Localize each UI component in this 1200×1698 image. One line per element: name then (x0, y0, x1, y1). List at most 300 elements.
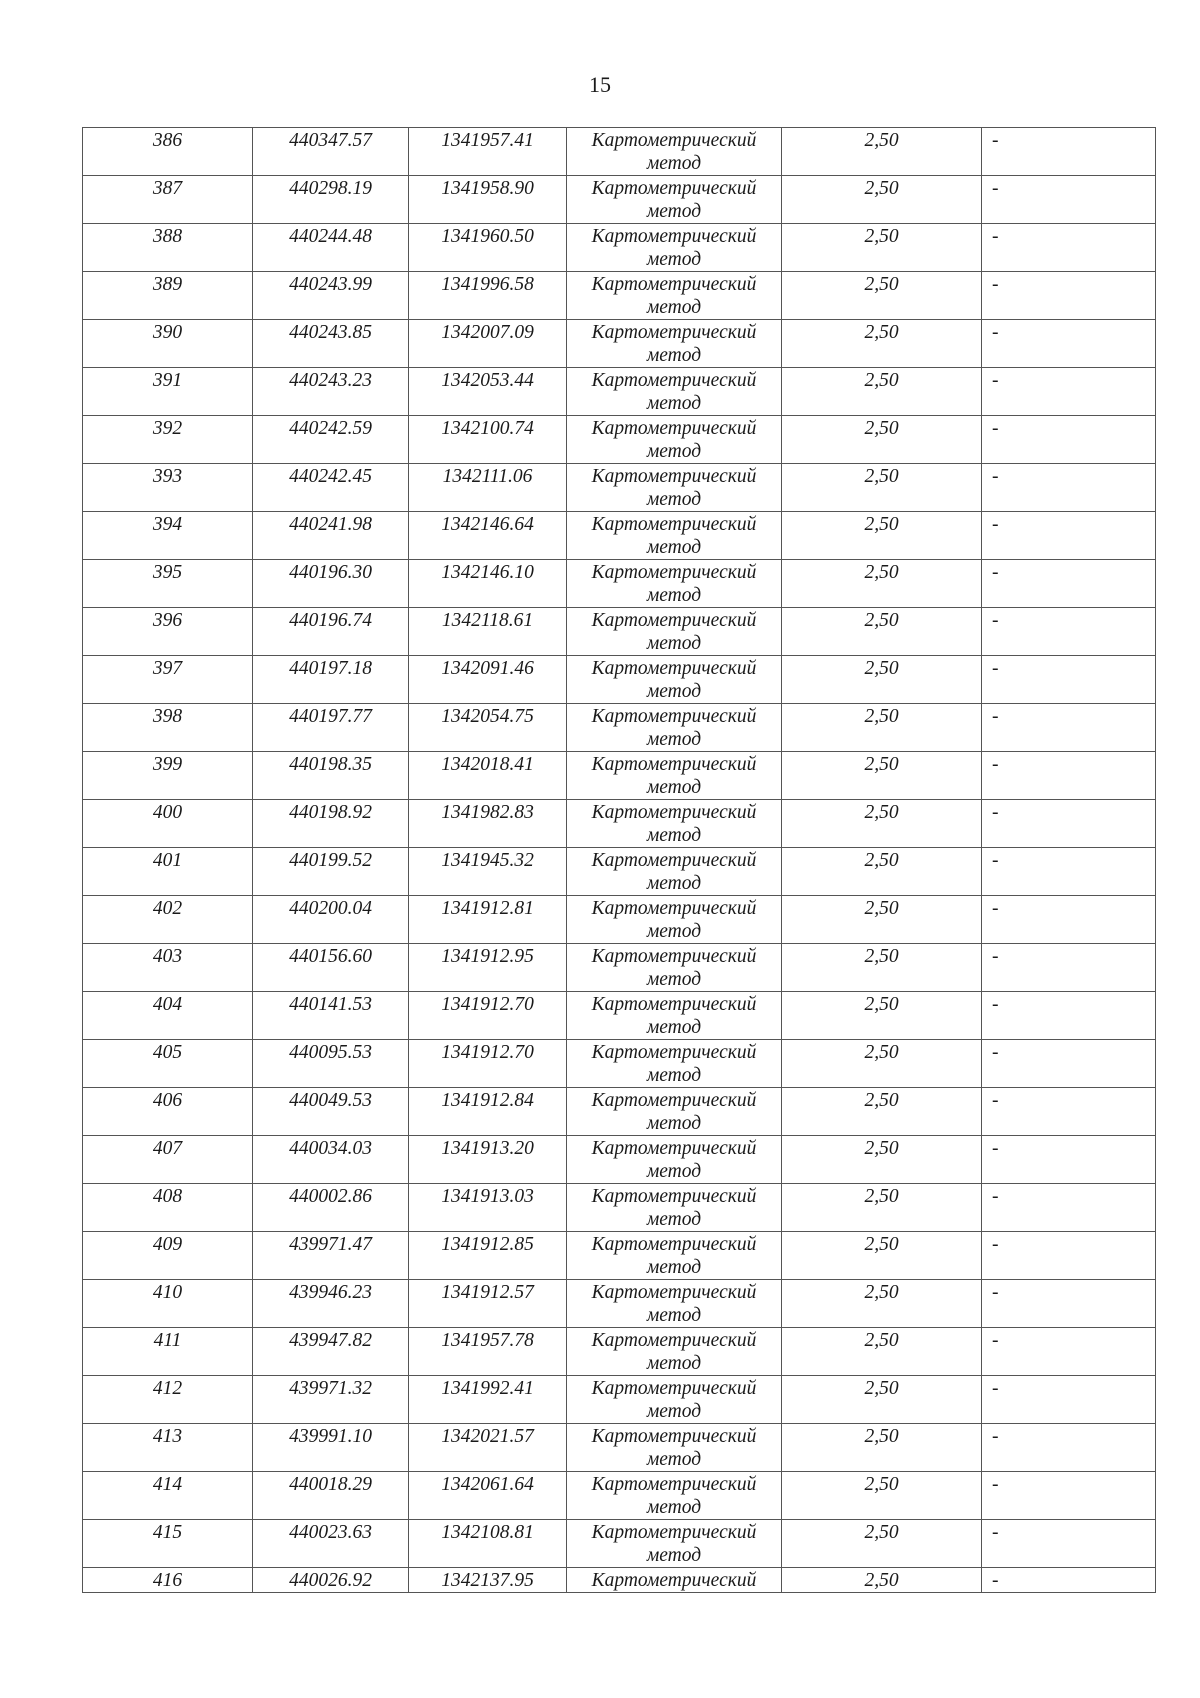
point-number-cell (83, 1472, 253, 1520)
point-number: 412 (152, 1378, 183, 1399)
y-coordinate: 1342146.64 (441, 514, 534, 535)
method-text (567, 176, 781, 223)
accuracy-cell (782, 368, 982, 416)
method-cell (567, 1280, 782, 1328)
method-line-2: метод (646, 729, 702, 750)
y-coordinate-cell (409, 1376, 567, 1424)
point-number-cell (83, 896, 253, 944)
point-number-cell (83, 560, 253, 608)
method-line-2: метод (646, 585, 702, 606)
y-coordinate-cell (409, 272, 567, 320)
method-line-1: Картометрический (591, 1042, 757, 1063)
y-coordinate-cell (409, 1040, 567, 1088)
point-number: 394 (152, 514, 183, 535)
y-coordinate-cell (409, 320, 567, 368)
x-coordinate-cell (253, 704, 409, 752)
note-cell (982, 128, 1156, 176)
y-coordinate: 1341913.20 (441, 1138, 534, 1159)
accuracy-value: 2,50 (864, 1186, 899, 1207)
point-number-cell (83, 224, 253, 272)
y-coordinate-cell (409, 464, 567, 512)
note-cell (982, 752, 1156, 800)
point-number-cell (83, 1376, 253, 1424)
point-number: 392 (152, 418, 183, 439)
note-cell (982, 272, 1156, 320)
x-coordinate: 440034.03 (289, 1138, 372, 1159)
method-cell (567, 1040, 782, 1088)
accuracy-cell (782, 1040, 982, 1088)
y-coordinate: 1341912.85 (441, 1234, 534, 1255)
coordinates-table (82, 127, 1156, 1593)
method-text (567, 1136, 781, 1183)
y-coordinate-cell (409, 848, 567, 896)
y-coordinate: 1341992.41 (441, 1378, 534, 1399)
accuracy-cell (782, 944, 982, 992)
y-coordinate: 1341912.84 (441, 1090, 534, 1111)
method-cell (567, 1376, 782, 1424)
y-coordinate-cell (409, 992, 567, 1040)
method-line-1: Картометрический (591, 1570, 757, 1591)
method-cell (567, 800, 782, 848)
method-cell (567, 1184, 782, 1232)
x-coordinate: 440196.74 (289, 610, 372, 631)
y-coordinate-cell (409, 1184, 567, 1232)
method-text (567, 704, 781, 751)
method-line-2: метод (646, 1545, 702, 1566)
y-coordinate: 1341957.78 (441, 1330, 534, 1351)
note-value: - (992, 1378, 999, 1399)
y-coordinate: 1342118.61 (441, 610, 534, 631)
point-number: 391 (152, 370, 183, 391)
note-value: - (992, 226, 999, 247)
note-cell (982, 1280, 1156, 1328)
point-number-cell (83, 944, 253, 992)
method-line-2: метод (646, 201, 702, 222)
point-number-cell (83, 464, 253, 512)
accuracy-value: 2,50 (864, 1090, 899, 1111)
point-number-cell (83, 1136, 253, 1184)
accuracy-cell (782, 1280, 982, 1328)
accuracy-cell (782, 1136, 982, 1184)
y-coordinate: 1341958.90 (441, 178, 534, 199)
note-cell (982, 1088, 1156, 1136)
method-cell (567, 512, 782, 560)
table-row (83, 656, 1156, 704)
note-cell (982, 848, 1156, 896)
method-line-2: метод (646, 297, 702, 318)
method-cell (567, 1088, 782, 1136)
method-line-2: метод (646, 489, 702, 510)
method-text (567, 464, 781, 511)
accuracy-value: 2,50 (864, 754, 899, 775)
y-coordinate: 1341913.03 (441, 1186, 534, 1207)
table-row (83, 704, 1156, 752)
method-line-1: Картометрический (591, 1474, 757, 1495)
note-value: - (992, 1570, 999, 1591)
method-cell (567, 1424, 782, 1472)
y-coordinate-cell (409, 416, 567, 464)
note-value: - (992, 322, 999, 343)
x-coordinate-cell (253, 1472, 409, 1520)
y-coordinate: 1341982.83 (441, 802, 534, 823)
x-coordinate-cell (253, 272, 409, 320)
note-cell (982, 176, 1156, 224)
table-row (83, 224, 1156, 272)
method-line-2: метод (646, 633, 702, 654)
note-cell (982, 560, 1156, 608)
table-row (83, 1136, 1156, 1184)
accuracy-cell (782, 1568, 982, 1593)
method-line-1: Картометрический (591, 178, 757, 199)
note-cell (982, 656, 1156, 704)
accuracy-value: 2,50 (864, 1234, 899, 1255)
point-number: 416 (152, 1570, 183, 1591)
accuracy-value: 2,50 (864, 226, 899, 247)
x-coordinate-cell (253, 752, 409, 800)
note-cell (982, 1040, 1156, 1088)
y-coordinate-cell (409, 656, 567, 704)
note-cell (982, 416, 1156, 464)
method-line-1: Картометрический (591, 994, 757, 1015)
x-coordinate: 440196.30 (289, 562, 372, 583)
point-number: 414 (152, 1474, 183, 1495)
method-cell (567, 944, 782, 992)
method-line-1: Картометрический (591, 1186, 757, 1207)
x-coordinate-cell (253, 1376, 409, 1424)
point-number: 413 (152, 1426, 183, 1447)
note-cell (982, 1568, 1156, 1593)
x-coordinate: 440197.18 (289, 658, 372, 679)
accuracy-value: 2,50 (864, 898, 899, 919)
y-coordinate: 1342018.41 (441, 754, 534, 775)
accuracy-value: 2,50 (864, 946, 899, 967)
method-line-2: метод (646, 1449, 702, 1470)
method-line-1: Картометрический (591, 1090, 757, 1111)
method-line-1: Картометрический (591, 562, 757, 583)
y-coordinate: 1342108.81 (441, 1522, 534, 1543)
y-coordinate-cell (409, 752, 567, 800)
method-line-2: метод (646, 969, 702, 990)
note-value: - (992, 1090, 999, 1111)
method-line-1: Картометрический (591, 1234, 757, 1255)
table-row (83, 1520, 1156, 1568)
y-coordinate-cell (409, 368, 567, 416)
table-row (83, 272, 1156, 320)
table-row (83, 1280, 1156, 1328)
y-coordinate: 1342111.06 (442, 466, 533, 487)
method-cell (567, 224, 782, 272)
accuracy-cell (782, 608, 982, 656)
note-value: - (992, 1330, 999, 1351)
note-value: - (992, 178, 999, 199)
y-coordinate-cell (409, 1136, 567, 1184)
method-cell (567, 1472, 782, 1520)
note-cell (982, 1520, 1156, 1568)
x-coordinate: 440243.23 (289, 370, 372, 391)
accuracy-cell (782, 992, 982, 1040)
point-number-cell (83, 1328, 253, 1376)
table-row (83, 1568, 1156, 1593)
method-cell (567, 848, 782, 896)
table-row (83, 176, 1156, 224)
method-line-2: метод (646, 1305, 702, 1326)
method-line-1: Картометрический (591, 850, 757, 871)
point-number: 402 (152, 898, 183, 919)
method-cell (567, 1232, 782, 1280)
method-text (567, 1280, 781, 1327)
note-value: - (992, 1042, 999, 1063)
x-coordinate-cell (253, 1136, 409, 1184)
x-coordinate-cell (253, 1040, 409, 1088)
method-cell (567, 896, 782, 944)
method-line-2: метод (646, 681, 702, 702)
note-value: - (992, 1282, 999, 1303)
x-coordinate: 440026.92 (289, 1570, 372, 1591)
y-coordinate: 1342021.57 (441, 1426, 534, 1447)
method-line-1: Картометрический (591, 1138, 757, 1159)
point-number-cell (83, 800, 253, 848)
method-line-1: Картометрический (591, 1522, 757, 1543)
method-line-2: метод (646, 1401, 702, 1422)
point-number: 389 (152, 274, 183, 295)
x-coordinate: 440002.86 (289, 1186, 372, 1207)
method-line-1: Картометрический (591, 706, 757, 727)
y-coordinate-cell (409, 1424, 567, 1472)
accuracy-cell (782, 800, 982, 848)
note-cell (982, 1424, 1156, 1472)
point-number-cell (83, 1280, 253, 1328)
note-value: - (992, 802, 999, 823)
x-coordinate-cell (253, 1184, 409, 1232)
x-coordinate-cell (253, 176, 409, 224)
method-line-2: метод (646, 393, 702, 414)
y-coordinate: 1341945.32 (441, 850, 534, 871)
method-text (567, 1520, 781, 1567)
accuracy-value: 2,50 (864, 322, 899, 343)
accuracy-cell (782, 560, 982, 608)
y-coordinate: 1341912.70 (441, 994, 534, 1015)
table-row (83, 1472, 1156, 1520)
point-number-cell (83, 1088, 253, 1136)
method-line-2: метод (646, 1113, 702, 1134)
method-line-1: Картометрический (591, 370, 757, 391)
note-value: - (992, 466, 999, 487)
point-number-cell (83, 1184, 253, 1232)
accuracy-cell (782, 1088, 982, 1136)
method-line-1: Картометрический (591, 658, 757, 679)
method-text (567, 1184, 781, 1231)
table-row (83, 1184, 1156, 1232)
accuracy-value: 2,50 (864, 658, 899, 679)
point-number-cell (83, 1568, 253, 1593)
accuracy-value: 2,50 (864, 130, 899, 151)
x-coordinate: 440023.63 (289, 1522, 372, 1543)
point-number: 404 (152, 994, 183, 1015)
point-number: 407 (152, 1138, 183, 1159)
x-coordinate-cell (253, 368, 409, 416)
method-cell (567, 1328, 782, 1376)
point-number-cell (83, 176, 253, 224)
method-text (567, 944, 781, 991)
method-line-1: Картометрический (591, 1282, 757, 1303)
method-cell (567, 416, 782, 464)
note-value: - (992, 562, 999, 583)
table-row (83, 1232, 1156, 1280)
accuracy-value: 2,50 (864, 274, 899, 295)
point-number-cell (83, 704, 253, 752)
note-value: - (992, 1474, 999, 1495)
y-coordinate-cell (409, 704, 567, 752)
method-line-2: метод (646, 249, 702, 270)
note-cell (982, 368, 1156, 416)
table-row (83, 512, 1156, 560)
accuracy-cell (782, 272, 982, 320)
x-coordinate: 440197.77 (289, 706, 372, 727)
method-text (567, 416, 781, 463)
accuracy-cell (782, 224, 982, 272)
method-line-1: Картометрический (591, 322, 757, 343)
x-coordinate: 440347.57 (289, 130, 372, 151)
method-cell (567, 1568, 782, 1593)
x-coordinate: 440018.29 (289, 1474, 372, 1495)
y-coordinate-cell (409, 176, 567, 224)
note-value: - (992, 418, 999, 439)
accuracy-cell (782, 1376, 982, 1424)
accuracy-value: 2,50 (864, 802, 899, 823)
y-coordinate: 1341912.57 (441, 1282, 534, 1303)
y-coordinate: 1341912.70 (441, 1042, 534, 1063)
method-line-2: метод (646, 873, 702, 894)
note-cell (982, 1232, 1156, 1280)
method-text (567, 1568, 781, 1592)
y-coordinate-cell (409, 1232, 567, 1280)
point-number-cell (83, 416, 253, 464)
note-value: - (992, 1138, 999, 1159)
y-coordinate-cell (409, 128, 567, 176)
x-coordinate: 440198.92 (289, 802, 372, 823)
x-coordinate: 440242.45 (289, 466, 372, 487)
point-number: 396 (152, 610, 183, 631)
table-row (83, 944, 1156, 992)
x-coordinate: 440095.53 (289, 1042, 372, 1063)
method-line-1: Картометрический (591, 1330, 757, 1351)
y-coordinate-cell (409, 1328, 567, 1376)
note-value: - (992, 898, 999, 919)
point-number: 397 (152, 658, 183, 679)
note-value: - (992, 850, 999, 871)
note-value: - (992, 754, 999, 775)
table-row (83, 608, 1156, 656)
accuracy-value: 2,50 (864, 178, 899, 199)
method-text (567, 656, 781, 703)
note-cell (982, 1376, 1156, 1424)
x-coordinate-cell (253, 128, 409, 176)
accuracy-cell (782, 1328, 982, 1376)
x-coordinate: 440242.59 (289, 418, 372, 439)
point-number: 395 (152, 562, 183, 583)
method-line-1: Картометрический (591, 226, 757, 247)
y-coordinate-cell (409, 800, 567, 848)
method-text (567, 800, 781, 847)
method-line-2: метод (646, 777, 702, 798)
table-row (83, 368, 1156, 416)
point-number-cell (83, 272, 253, 320)
method-line-2: метод (646, 1065, 702, 1086)
x-coordinate-cell (253, 560, 409, 608)
note-value: - (992, 1186, 999, 1207)
y-coordinate: 1342053.44 (441, 370, 534, 391)
note-cell (982, 944, 1156, 992)
point-number-cell (83, 608, 253, 656)
method-line-1: Картометрический (591, 754, 757, 775)
accuracy-value: 2,50 (864, 850, 899, 871)
table-row (83, 1424, 1156, 1472)
note-value: - (992, 1234, 999, 1255)
method-text (567, 272, 781, 319)
method-cell (567, 704, 782, 752)
x-coordinate-cell (253, 320, 409, 368)
accuracy-cell (782, 656, 982, 704)
point-number: 388 (152, 226, 183, 247)
method-cell (567, 992, 782, 1040)
note-cell (982, 800, 1156, 848)
x-coordinate-cell (253, 224, 409, 272)
table-row (83, 1328, 1156, 1376)
method-line-2: метод (646, 825, 702, 846)
method-cell (567, 1136, 782, 1184)
point-number-cell (83, 320, 253, 368)
y-coordinate: 1341912.81 (441, 898, 534, 919)
point-number: 405 (152, 1042, 183, 1063)
point-number: 390 (152, 322, 183, 343)
accuracy-cell (782, 512, 982, 560)
y-coordinate-cell (409, 608, 567, 656)
point-number-cell (83, 992, 253, 1040)
point-number: 387 (152, 178, 183, 199)
accuracy-value: 2,50 (864, 994, 899, 1015)
y-coordinate-cell (409, 896, 567, 944)
method-line-2: метод (646, 1209, 702, 1230)
point-number: 411 (153, 1330, 182, 1351)
method-cell (567, 608, 782, 656)
x-coordinate: 440243.99 (289, 274, 372, 295)
method-cell (567, 368, 782, 416)
note-cell (982, 1328, 1156, 1376)
y-coordinate-cell (409, 512, 567, 560)
method-line-2: метод (646, 1017, 702, 1038)
accuracy-value: 2,50 (864, 370, 899, 391)
method-text (567, 1376, 781, 1423)
method-text (567, 560, 781, 607)
method-text (567, 848, 781, 895)
y-coordinate: 1342146.10 (441, 562, 534, 583)
x-coordinate-cell (253, 944, 409, 992)
accuracy-cell (782, 752, 982, 800)
point-number-cell (83, 1520, 253, 1568)
x-coordinate: 440243.85 (289, 322, 372, 343)
note-value: - (992, 274, 999, 295)
point-number-cell (83, 848, 253, 896)
x-coordinate-cell (253, 1088, 409, 1136)
point-number: 406 (152, 1090, 183, 1111)
x-coordinate: 440198.35 (289, 754, 372, 775)
x-coordinate-cell (253, 1568, 409, 1593)
y-coordinate: 1342091.46 (441, 658, 534, 679)
x-coordinate: 439991.10 (289, 1426, 372, 1447)
method-text (567, 1088, 781, 1135)
method-text (567, 1472, 781, 1519)
x-coordinate: 440199.52 (289, 850, 372, 871)
